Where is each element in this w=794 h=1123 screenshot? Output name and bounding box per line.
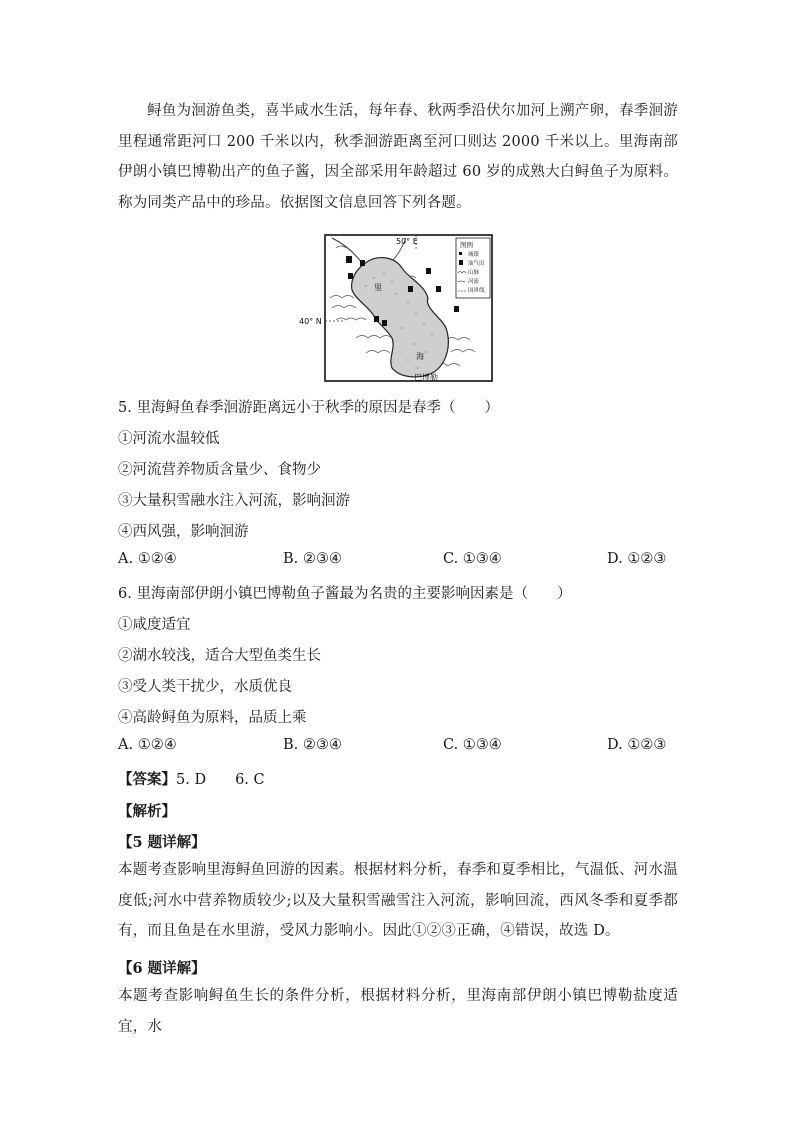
q5-stem: 5. 里海鲟鱼春季洄游距离远小于秋季的原因是春季（ ） bbox=[118, 400, 499, 416]
q6-item-2: ②湖水较浅，适合大型鱼类生长 bbox=[118, 648, 321, 664]
answer-line bbox=[118, 768, 265, 789]
q6-item-1: ①咸度适宜 bbox=[118, 617, 191, 633]
q6-option-c: C. ①③④ bbox=[443, 737, 502, 753]
legend-item-town: 城镇 bbox=[468, 252, 480, 258]
legend-item-river: 河流 bbox=[468, 279, 480, 285]
detail5-text: 本题考查影响里海鲟鱼回游的因素。根据材料分析，春季和夏季相比，气温低、河水温度低;河水中营养物质较少;以及大量积雪融雪注入河流，影响回流，西风冬季和夏季都有，而且鱼是在水里游，受风力影响小。因此①②③正确，④错误，故选 D。 bbox=[118, 862, 678, 939]
sea-label-north: 里 bbox=[374, 283, 382, 292]
legend-title: 图例 bbox=[460, 241, 473, 249]
sea-label-south: 海 bbox=[416, 352, 424, 361]
latitude-label: 40° N bbox=[299, 317, 322, 326]
legend-item-mountain: 山脉 bbox=[468, 270, 480, 276]
town-label-babol: 巴博勒 bbox=[414, 373, 438, 382]
answer-label: 【答案】 bbox=[118, 771, 176, 788]
q6-option-a: A. ①②④ bbox=[118, 737, 177, 753]
detail6-label: 【6 题详解】 bbox=[118, 960, 206, 977]
q6-item-3: ③受人类干扰少，水质优良 bbox=[118, 679, 292, 695]
longitude-label: 50° E bbox=[396, 237, 418, 246]
legend-item-border: 国界线 bbox=[468, 288, 485, 294]
q5-item-2: ②河流营养物质含量少、食物少 bbox=[118, 462, 321, 478]
detail6-text: 本题考查影响鲟鱼生长的条件分析，根据材料分析，里海南部伊朗小镇巴博勒盐度适宜，水 bbox=[118, 988, 678, 1035]
detail5-label: 【5 题详解】 bbox=[118, 834, 206, 851]
q5-option-a: A. ①②④ bbox=[118, 551, 177, 567]
answer-text: 5. D 6. C bbox=[176, 772, 265, 788]
q6-option-b: B. ②③④ bbox=[283, 737, 342, 753]
q6-option-d: D. ①②③ bbox=[607, 737, 667, 753]
intro-paragraph: 鲟鱼为洄游鱼类，喜半咸水生活，每年春、秋两季沿伏尔加河上溯产卵，春季洄游里程通常距河口 200 千米以内，秋季洄游距离至河口则达 2000 千米以上。里海南部伊朗小镇巴博勒出产的鱼子酱，因全部采用年龄超过 60 岁的成熟大白鲟鱼子为原料。称为同类产品中的珍品。依据图文信息回答下列各题。 bbox=[118, 103, 678, 211]
analysis-label: 【解析】 bbox=[118, 803, 176, 820]
q5-option-b: B. ②③④ bbox=[283, 551, 342, 567]
q5-option-c: C. ①③④ bbox=[443, 551, 502, 567]
q5-item-4: ④西风强，影响洄游 bbox=[118, 524, 249, 540]
oil-field-legend-icon bbox=[459, 260, 463, 265]
q5-item-3: ③大量积雪融水注入河流，影响洄游 bbox=[118, 493, 350, 509]
q6-stem: 6. 里海南部伊朗小镇巴博勒鱼子酱最为名贵的主要影响因素是（ ） bbox=[118, 586, 572, 602]
q5-option-d: D. ①②③ bbox=[607, 551, 667, 567]
q5-item-1: ①河流水温较低 bbox=[118, 431, 220, 447]
caspian-sea-map bbox=[296, 228, 496, 383]
q6-item-4: ④高龄鲟鱼为原料，品质上乘 bbox=[118, 710, 307, 726]
town-legend-icon bbox=[459, 252, 462, 255]
legend-item-oil: 油气田 bbox=[468, 261, 485, 267]
